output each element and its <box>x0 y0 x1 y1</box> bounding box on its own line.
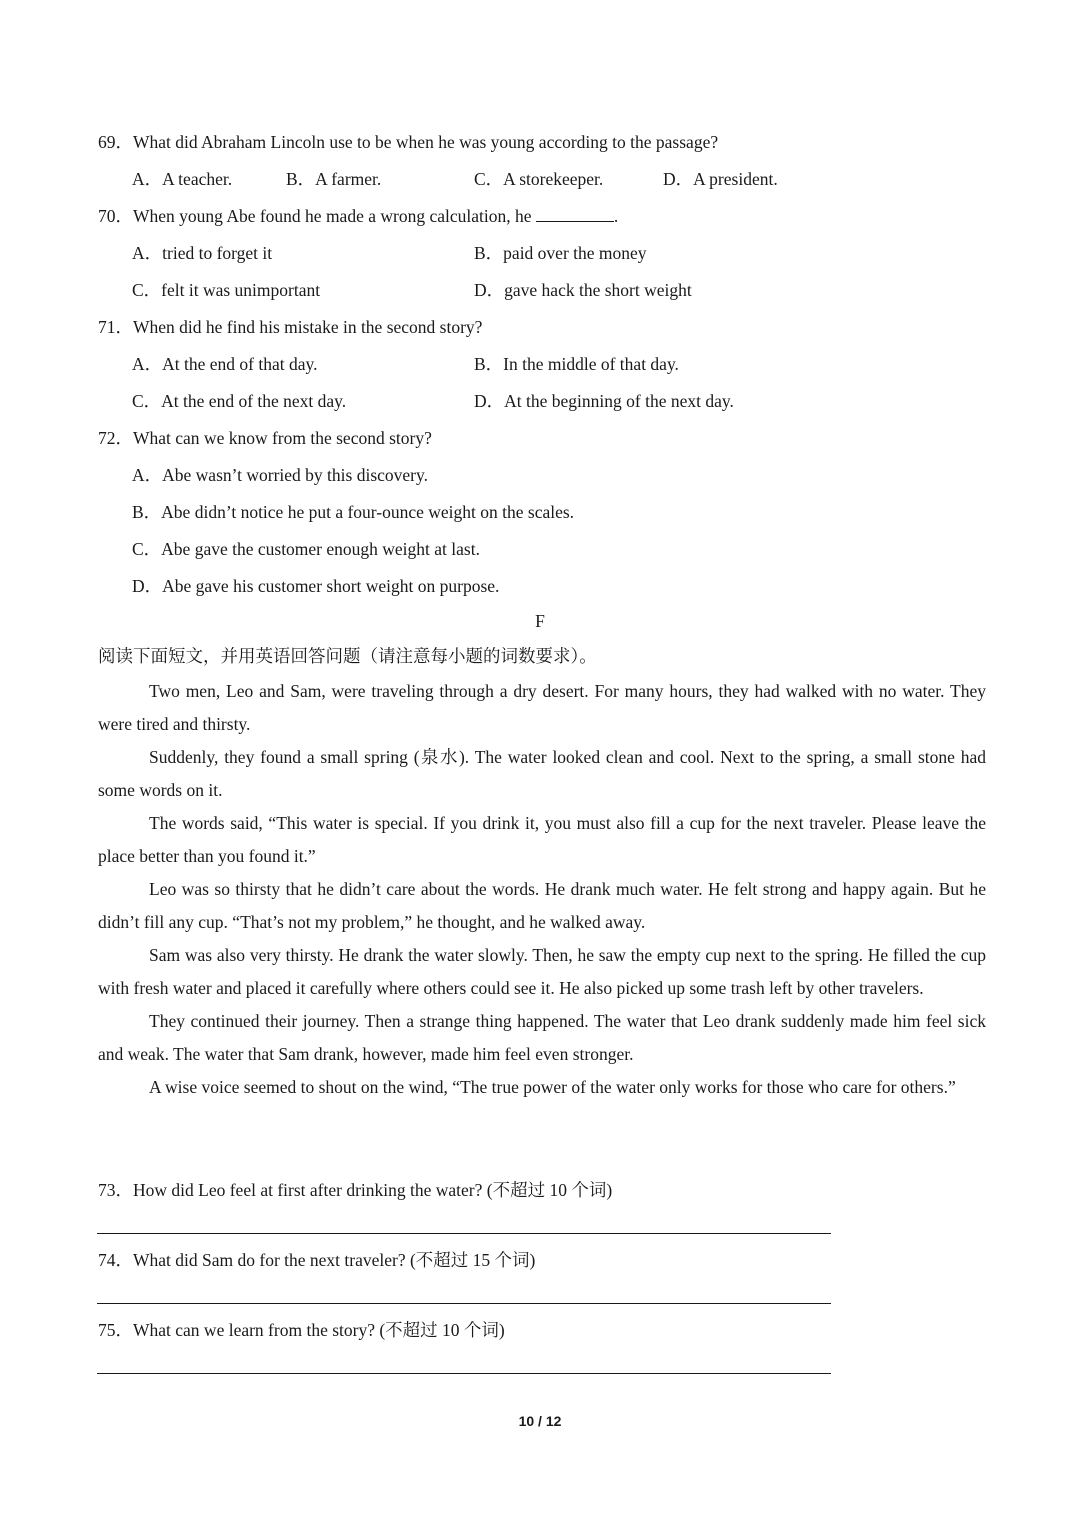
answer-blank <box>536 205 614 222</box>
question-70-stem <box>98 205 618 227</box>
passage-paragraph: A wise voice seemed to shout on the wind, “The true power of the water only works for those who care for others.” <box>149 1077 956 1097</box>
question-71-option-a: A．At the end of that day. <box>132 354 318 374</box>
question-72-option-d: D．Abe gave his customer short weight on purpose. <box>132 576 500 596</box>
section-letter: F <box>535 611 545 631</box>
question-71-option-d: D．At the beginning of the next day. <box>474 391 734 411</box>
question-73-stem: 73．How did Leo feel at first after drinking the water? (不超过 10 个词) <box>98 1180 613 1200</box>
question-70-option-d: D．gave hack the short weight <box>474 280 692 300</box>
question-72-option-c: C．Abe gave the customer enough weight at last. <box>132 539 480 559</box>
answer-line-73[interactable] <box>97 1233 831 1234</box>
question-70-option-a: A．tried to forget it <box>132 243 273 263</box>
question-69-stem: 69．What did Abraham Lincoln use to be when he was young according to the passage? <box>98 132 719 152</box>
passage-paragraph: They continued their journey. Then a strange thing happened. The water that Leo drank suddenly made him feel sick and weak. The water that Sam drank, however, made him feel even stronger. <box>98 1011 986 1064</box>
question-72-stem: 72．What can we know from the second story? <box>98 428 432 448</box>
reading-passage <box>98 675 986 1104</box>
question-70-stem-text: 70．When young Abe found he made a wrong calculation, he <box>98 206 536 226</box>
question-69-option-a: A．A teacher. <box>132 169 233 189</box>
answer-line-75[interactable] <box>97 1373 831 1374</box>
question-71-option-b: B．In the middle of that day. <box>474 354 679 374</box>
question-69-option-c: C．A storekeeper. <box>474 169 604 189</box>
question-71-stem: 71．When did he find his mistake in the second story? <box>98 317 483 337</box>
question-69-option-d: D．A president. <box>663 169 778 189</box>
passage-paragraph: The words said, “This water is special. If you drink it, you must also fill a cup for the next traveler. Please leave the place better than you found it.” <box>98 813 986 866</box>
page-number: 10 / 12 <box>518 1413 562 1429</box>
passage-paragraph: Suddenly, they found a small spring (泉水). The water looked clean and cool. Next to the spring, a small stone had some words on it. <box>98 747 986 800</box>
answer-line-74[interactable] <box>97 1303 831 1304</box>
question-70-stem-end: . <box>613 206 619 226</box>
question-69-option-b: B．A farmer. <box>286 169 382 189</box>
question-70-option-c: C．felt it was unimportant <box>132 280 321 300</box>
question-71-option-c: C．At the end of the next day. <box>132 391 347 411</box>
question-74-stem: 74．What did Sam do for the next traveler? (不超过 15 个词) <box>98 1250 536 1270</box>
question-75-stem: 75．What can we learn from the story? (不超过 10 个词) <box>98 1320 505 1340</box>
question-72-option-b: B．Abe didn’t notice he put a four-ounce weight on the scales. <box>132 502 575 522</box>
passage-paragraph: Sam was also very thirsty. He drank the water slowly. Then, he saw the empty cup next to the spring. He filled the cup with fresh water and placed it carefully where others could see it. He also picked up some trash left by other travelers. <box>98 945 986 998</box>
section-instruction: 阅读下面短文，并用英语回答问题（请注意每小题的词数要求）。 <box>98 646 597 666</box>
question-70-option-b: B．paid over the money <box>474 243 647 263</box>
passage-paragraph: Leo was so thirsty that he didn’t care about the words. He drank much water. He felt strong and happy again. But he didn’t fill any cup. “That’s not my problem,” he thought, and he walked away. <box>98 879 986 932</box>
question-72-option-a: A．Abe wasn’t worried by this discovery. <box>132 465 428 485</box>
passage-paragraph: Two men, Leo and Sam, were traveling through a dry desert. For many hours, they had walked with no water. They were tired and thirsty. <box>98 681 986 734</box>
